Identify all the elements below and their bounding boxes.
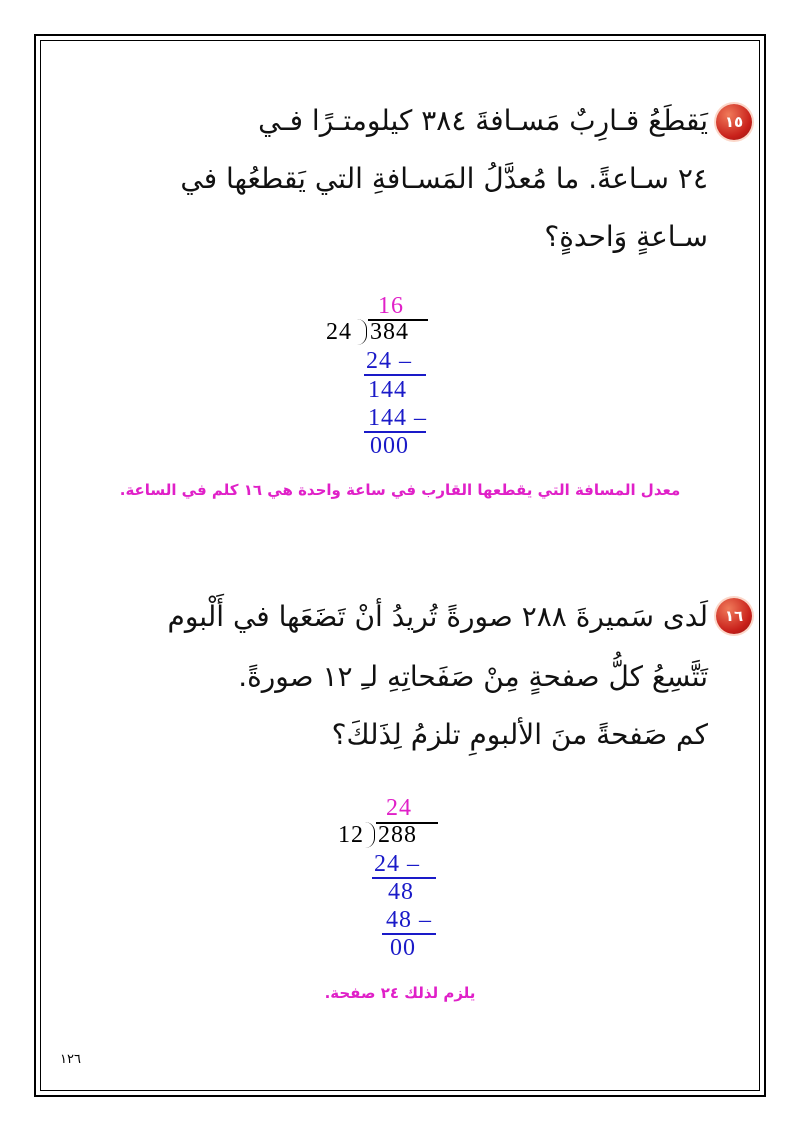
problem-number: ١٦ [724, 607, 744, 625]
dividend: 384 [370, 319, 409, 345]
divisor: 12 [338, 822, 364, 848]
page-number: ١٢٦ [60, 1052, 81, 1067]
remainder-step-1: 48 [388, 879, 414, 905]
subtract-line-1 [364, 374, 426, 376]
problem-16-line-1: لَدى سَميرةَ ٢٨٨ صورةً تُريدُ أنْ تَضَعَها في أَلْبوم [167, 600, 708, 633]
subtract-step-1: 24 – [374, 851, 420, 877]
problem-16-answer: يلزم لذلك ٢٤ صفحة. [324, 984, 476, 1002]
dividend: 288 [378, 822, 417, 848]
problem-number: ١٥ [724, 113, 744, 131]
divisor: 24 [326, 319, 352, 345]
remainder-step-1: 144 [368, 377, 407, 403]
problem-16-line-2: تَتَّسِعُ كلُّ صفحةٍ مِنْ صَفَحاتِهِ لـِ ١٢ صورةً. [238, 660, 708, 693]
subtract-step-1: 24 – [366, 348, 412, 374]
quotient: 16 [378, 293, 404, 319]
problem-15-line-1: يَقطَعُ قـارِبٌ مَسـافةَ ٣٨٤ كيلومتـرًا فـي [258, 104, 708, 137]
subtract-step-2: 144 – [368, 405, 427, 431]
quotient: 24 [386, 795, 412, 821]
remainder-step-2: 000 [370, 433, 409, 459]
problem-15-answer: معدل المسافة التي يقطعها القارب في ساعة واحدة هي ١٦ كلم في الساعة. [119, 481, 681, 499]
subtract-step-2: 48 – [386, 907, 432, 933]
problem-16-line-3: كم صَفحةً منَ الألبومِ تلزمُ لِذَلكَ؟ [331, 718, 708, 751]
problem-15-line-2: ٢٤ سـاعةً. ما مُعدَّلُ المَسـافةِ التي يَقطعُها في [180, 162, 708, 195]
remainder-step-2: 00 [390, 935, 416, 961]
problem-16-number-badge [716, 598, 752, 634]
problem-15-line-3: سـاعةٍ وَاحدةٍ؟ [544, 220, 708, 253]
problem-15-number-badge [716, 104, 752, 140]
